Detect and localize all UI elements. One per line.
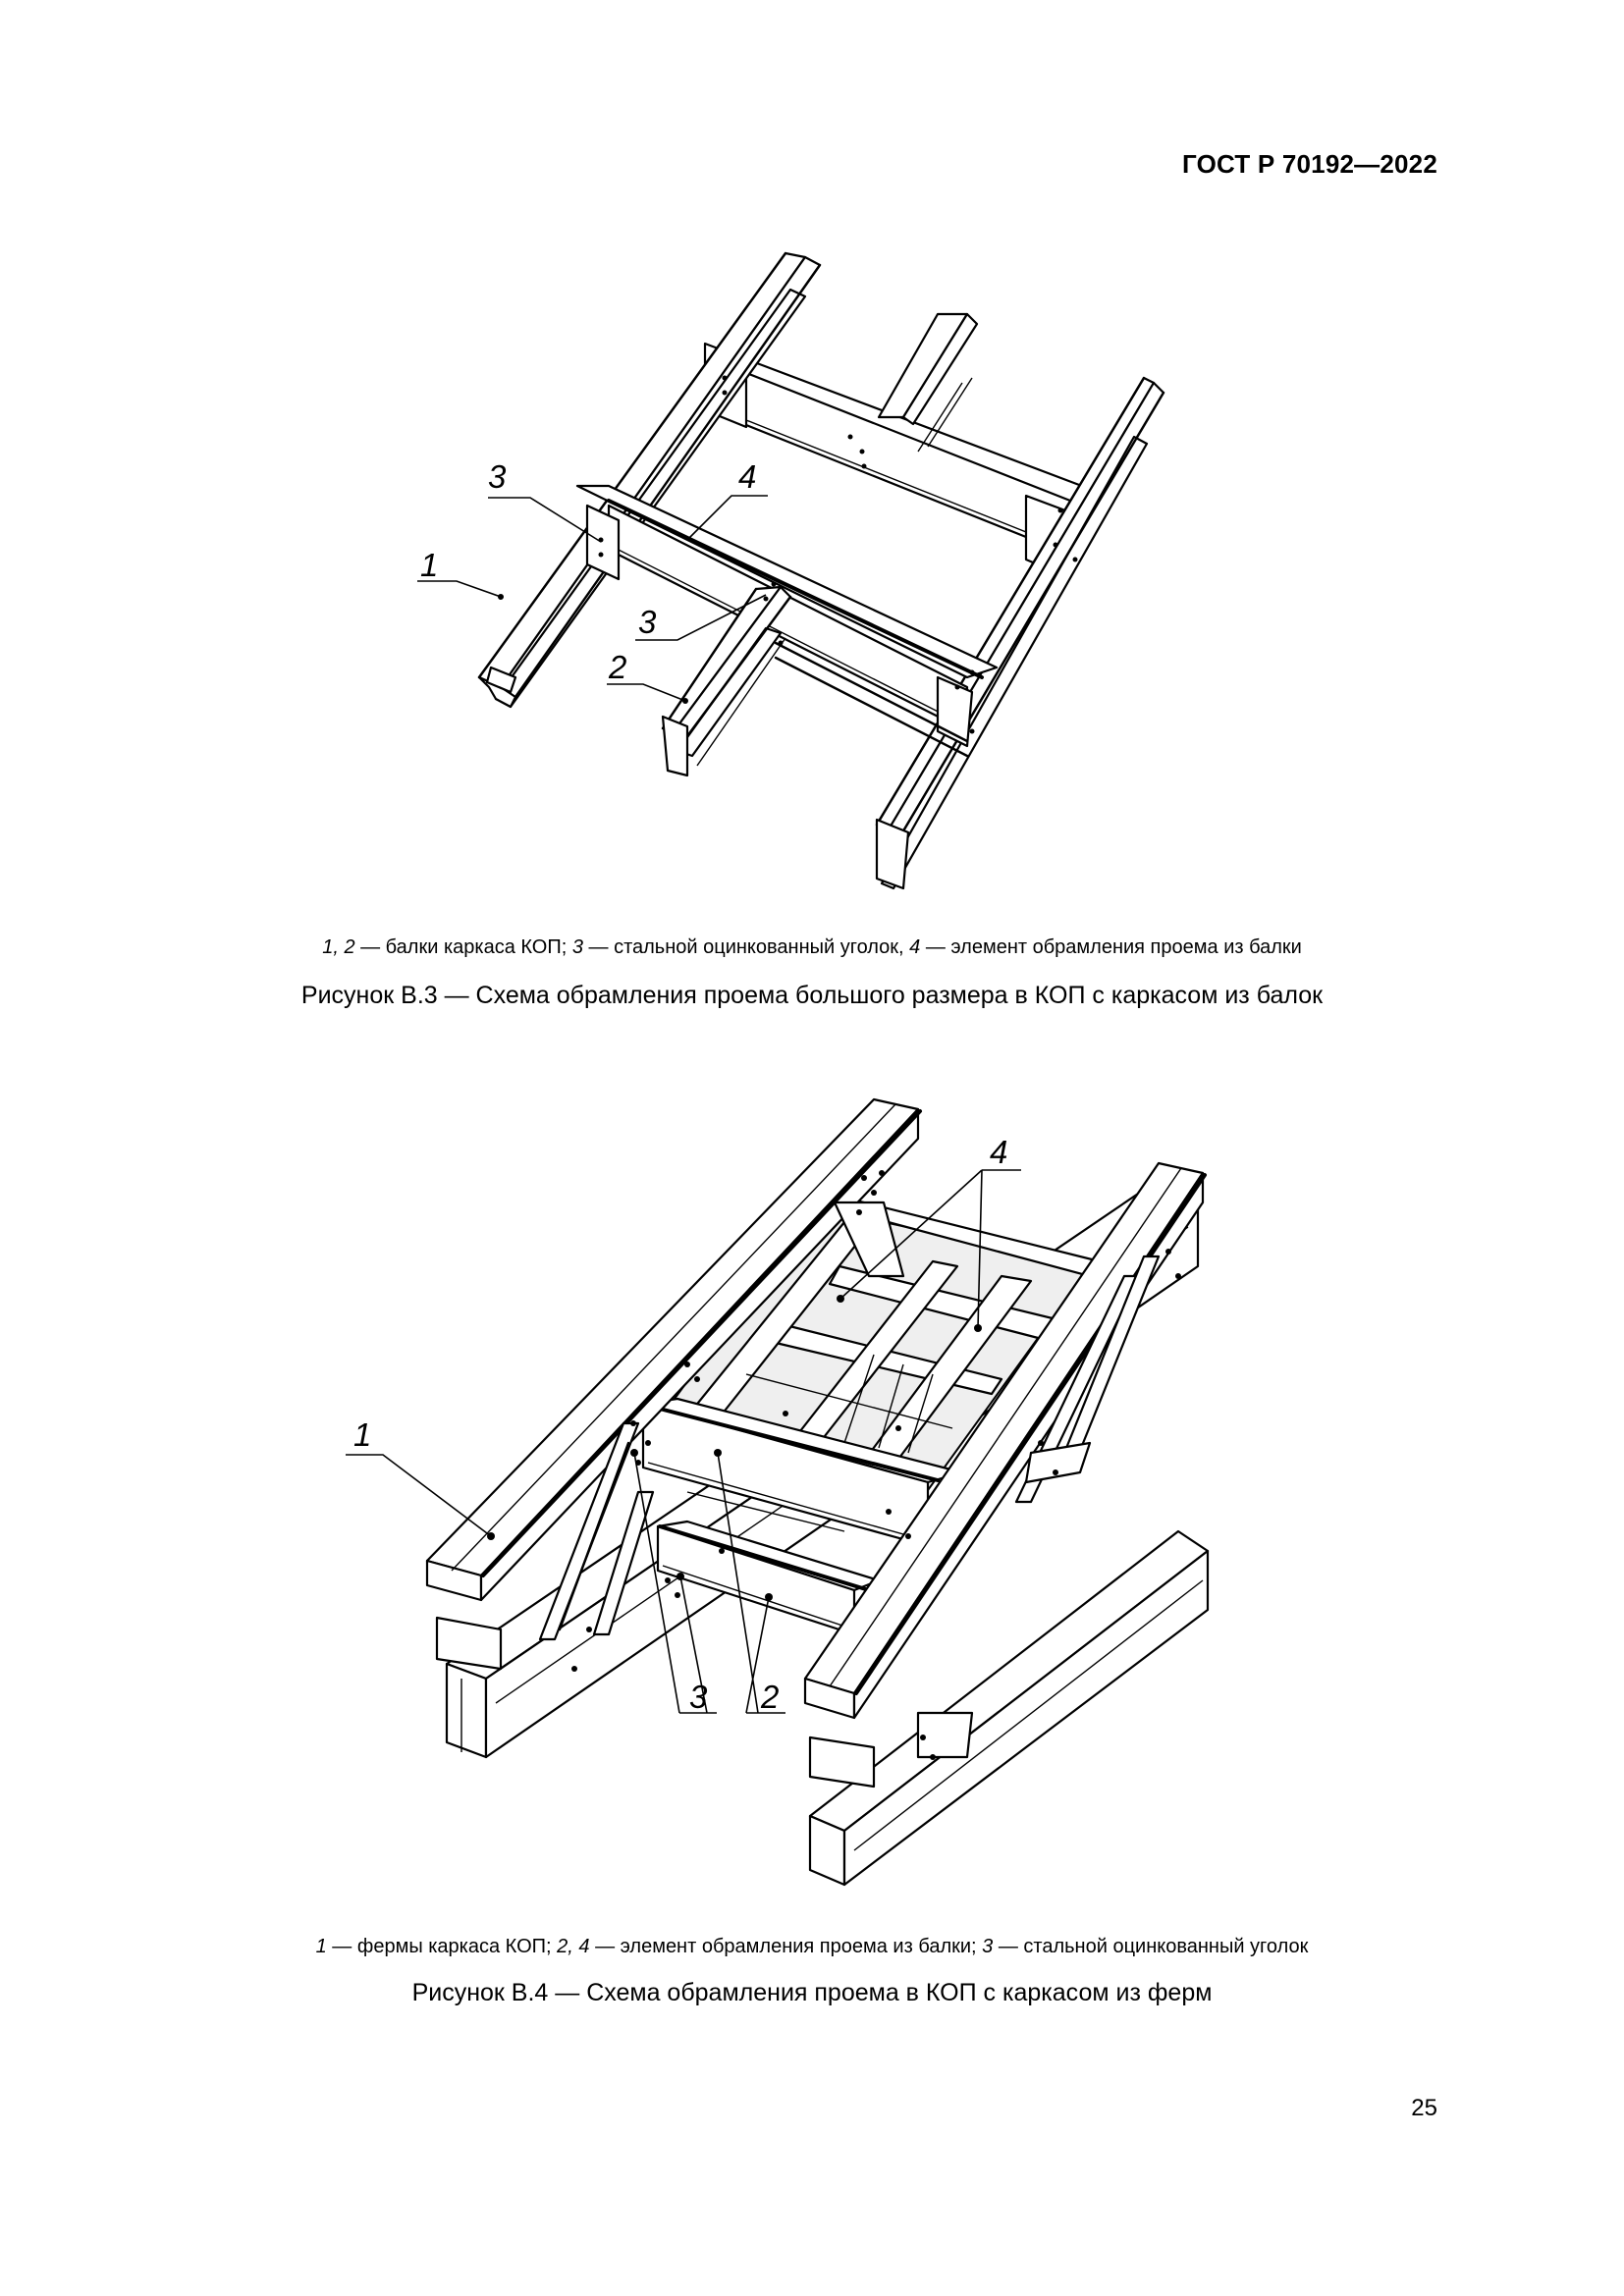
figure-b4-legend (0, 1936, 1624, 1958)
callout-b4-2: 2 (761, 1679, 780, 1715)
figure-b4-caption: Рисунок В.4 — Схема обрамления проема в КОП с каркасом из ферм (411, 1979, 1213, 2006)
legend-b4-num-1: 1 (315, 1936, 327, 1957)
callout-4: 4 (738, 458, 757, 495)
legend-b4-num-3: 3 (982, 1936, 994, 1957)
legend-b3-num-2: 3 (571, 936, 583, 958)
document-header: ГОСТ Р 70192—2022 (1182, 149, 1437, 179)
figure-b3-caption: Рисунок В.3 — Схема обрамления проема большого размера в КОП с каркасом из балок (300, 982, 1324, 1009)
callout-b4-4: 4 (990, 1134, 1008, 1170)
callout-3-upper: 3 (488, 458, 507, 495)
legend-b4-num-2: 2, 4 (557, 1936, 590, 1957)
legend-b3-text-3: — элемент обрамления проема из балки (920, 936, 1302, 958)
callout-3-lower: 3 (638, 604, 657, 640)
callout-b4-1: 1 (353, 1416, 372, 1453)
callout-b4-3: 3 (689, 1679, 708, 1715)
legend-b3-text-2: — стальной оцинкованный уголок, (582, 936, 910, 958)
callout-2: 2 (609, 649, 627, 685)
legend-b3-num-3: 4 (909, 936, 921, 958)
legend-b4-text-3: — стальной оцинкованный уголок (993, 1936, 1309, 1957)
legend-b4-text-1: — фермы каркаса КОП; (326, 1936, 558, 1957)
callout-1: 1 (420, 547, 439, 583)
legend-b3-num-1: 1, 2 (322, 936, 355, 958)
legend-b3-text-1: — балки каркаса КОП; (354, 936, 572, 958)
page-number: 25 (1411, 2095, 1437, 2121)
legend-b4-text-2: — элемент обрамления проема из балки; (589, 1936, 983, 1957)
